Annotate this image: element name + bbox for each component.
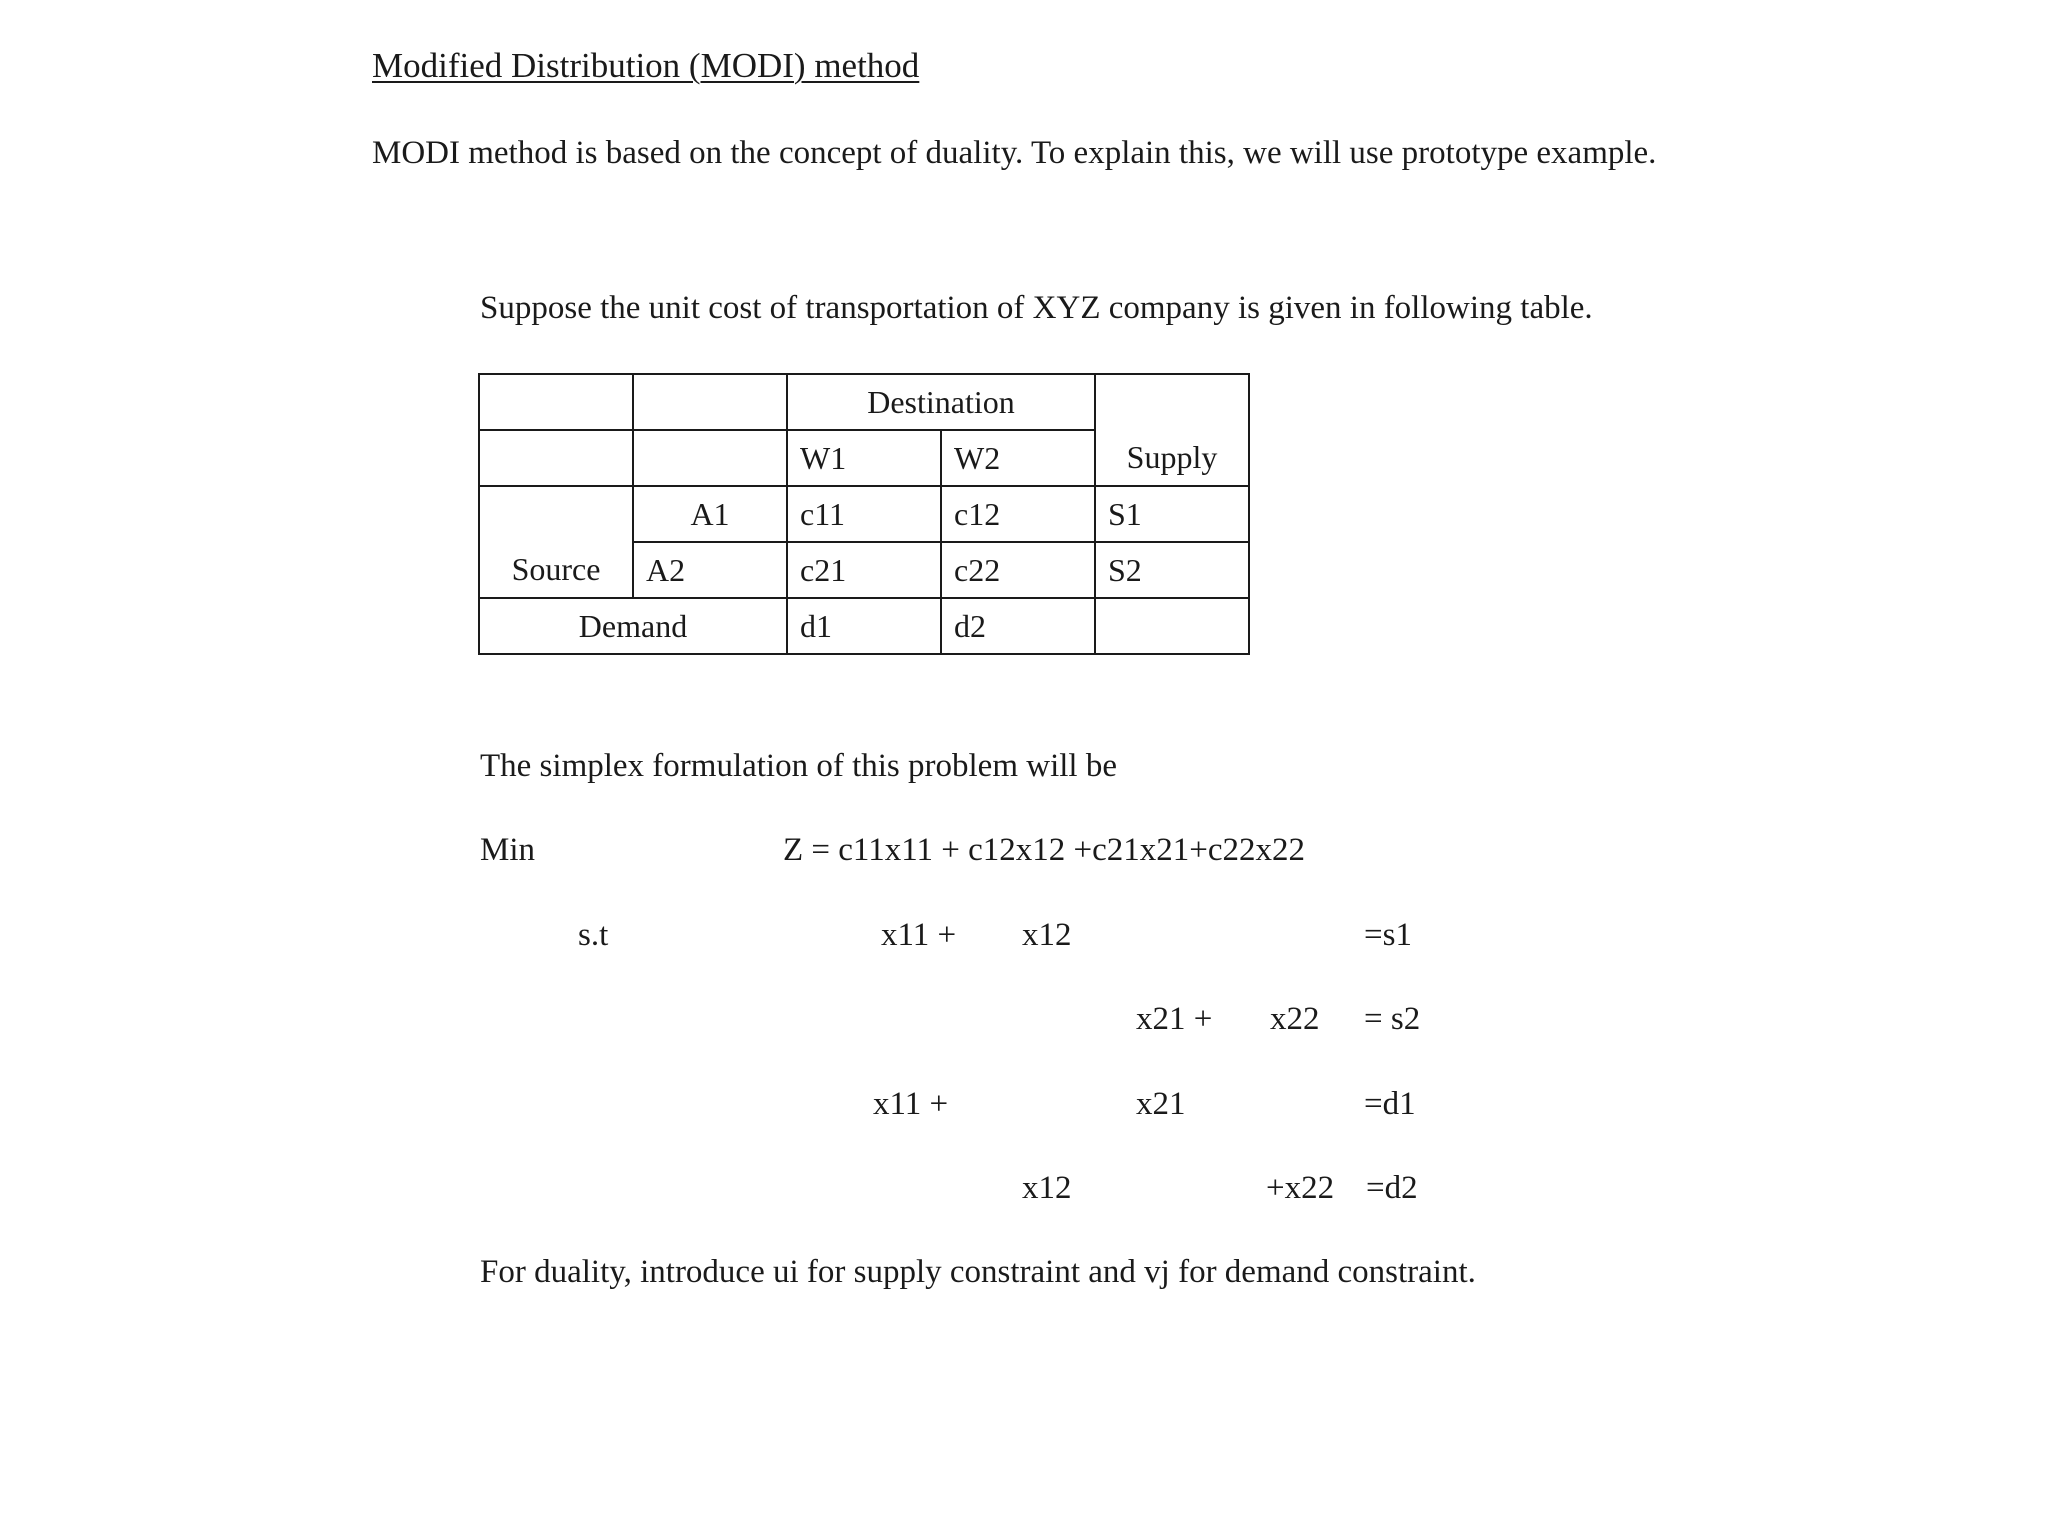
demand-d1: d1 bbox=[787, 598, 941, 654]
table-intro-paragraph: Suppose the unit cost of transportation of XYZ company is given in following table. bbox=[480, 290, 1593, 326]
duality-paragraph: For duality, introduce ui for supply constraint and vj for demand constraint. bbox=[480, 1254, 1476, 1290]
constraint-4-term-a: x12 bbox=[1022, 1170, 1072, 1206]
source-a1-label: A1 bbox=[633, 486, 787, 542]
cost-c12: c12 bbox=[941, 486, 1095, 542]
source-header: Source bbox=[479, 542, 633, 598]
destination-w1-header: W1 bbox=[787, 430, 941, 486]
table-empty-cell bbox=[479, 430, 633, 486]
demand-d2: d2 bbox=[941, 598, 1095, 654]
supply-s2: S2 bbox=[1095, 542, 1249, 598]
subject-to-label: s.t bbox=[578, 917, 609, 953]
demand-header: Demand bbox=[479, 598, 787, 654]
cost-c21: c21 bbox=[787, 542, 941, 598]
transportation-cost-table bbox=[478, 373, 1250, 655]
source-a2-label: A2 bbox=[633, 542, 787, 598]
destination-header: Destination bbox=[787, 374, 1095, 430]
constraint-4-term-b: +x22 bbox=[1266, 1170, 1335, 1206]
constraint-2-term-a: x21 + bbox=[1136, 1001, 1213, 1037]
simplex-intro-paragraph: The simplex formulation of this problem will be bbox=[480, 748, 1117, 784]
table-empty-cell bbox=[479, 374, 633, 430]
destination-w2-header: W2 bbox=[941, 430, 1095, 486]
intro-paragraph: MODI method is based on the concept of duality. To explain this, we will use prototype example. bbox=[372, 135, 1657, 171]
page-title: Modified Distribution (MODI) method bbox=[372, 46, 920, 85]
table-empty-cell bbox=[1095, 374, 1249, 430]
constraint-1-rhs: =s1 bbox=[1364, 917, 1412, 953]
min-label: Min bbox=[480, 832, 536, 868]
constraint-1-term-b: x12 bbox=[1022, 917, 1072, 953]
constraint-2-term-b: x22 bbox=[1270, 1001, 1320, 1037]
table-empty-cell bbox=[633, 430, 787, 486]
table-empty-cell bbox=[1095, 598, 1249, 654]
cost-c22: c22 bbox=[941, 542, 1095, 598]
constraint-3-rhs: =d1 bbox=[1364, 1086, 1416, 1122]
table-empty-cell bbox=[479, 486, 633, 542]
table-empty-cell bbox=[633, 374, 787, 430]
supply-header: Supply bbox=[1095, 430, 1249, 486]
constraint-4-rhs: =d2 bbox=[1366, 1170, 1418, 1206]
cost-c11: c11 bbox=[787, 486, 941, 542]
constraint-3-term-a: x11 + bbox=[873, 1086, 949, 1122]
supply-s1: S1 bbox=[1095, 486, 1249, 542]
constraint-3-term-b: x21 bbox=[1136, 1086, 1186, 1122]
constraint-2-rhs: = s2 bbox=[1364, 1001, 1421, 1037]
constraint-1-term-a: x11 + bbox=[881, 917, 957, 953]
objective-function: Z = c11x11 + c12x12 +c21x21+c22x22 bbox=[783, 832, 1305, 868]
